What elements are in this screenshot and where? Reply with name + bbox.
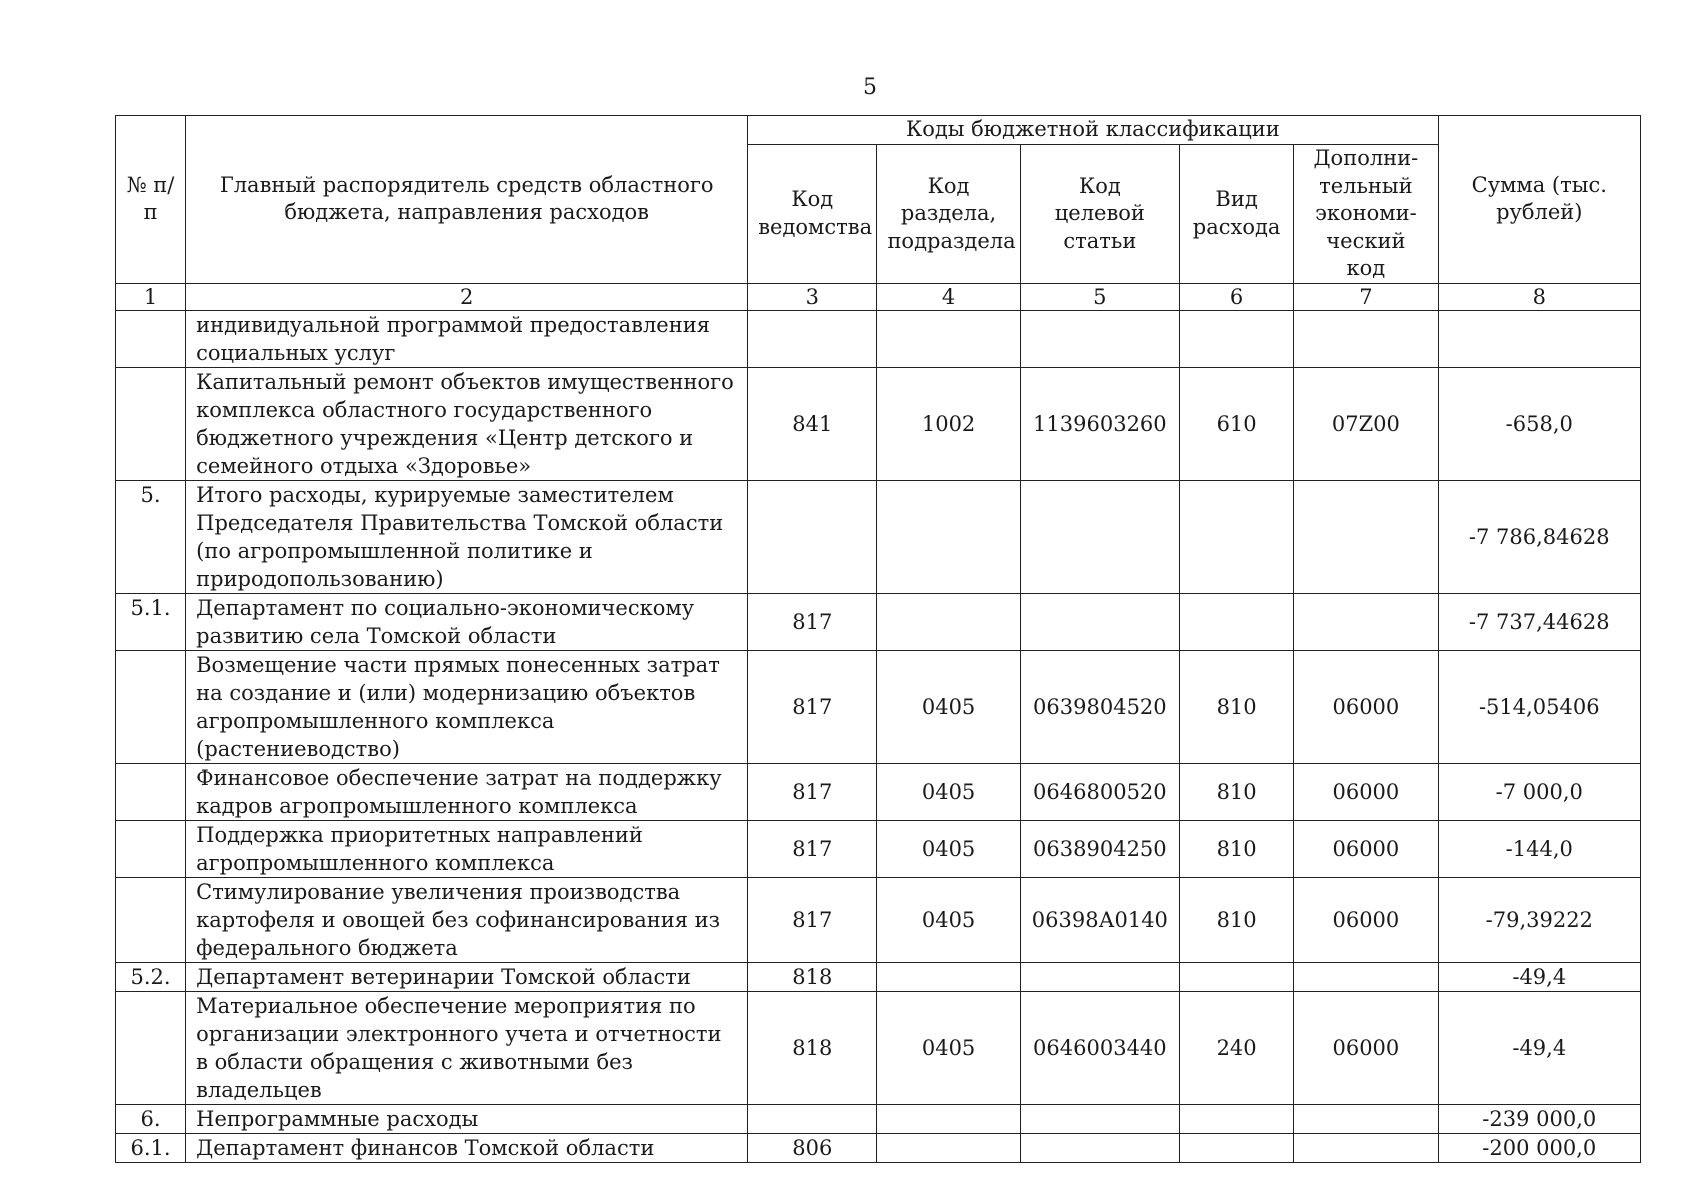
row-expense-type <box>1180 1104 1294 1133</box>
row-extra-code: 06000 <box>1294 820 1438 877</box>
header-section-code: Код раздела, подраздела <box>877 145 1020 284</box>
row-name: Материальное обеспечение мероприятия по организации электронного учета и отчетности в области обращения с животными без владельцев <box>186 991 748 1104</box>
table-row <box>116 480 1641 593</box>
header-dept-code: Код ведомства <box>748 145 877 284</box>
row-target-code <box>1020 962 1179 991</box>
row-sum: -7 786,84628 <box>1438 480 1640 593</box>
budget-table <box>115 115 1641 1163</box>
row-name: Итого расходы, курируемые заместителем Председателя Правительства Томской области (по агропромышленной политике и природопользованию) <box>186 480 748 593</box>
row-num <box>116 367 186 480</box>
column-number: 2 <box>186 283 748 310</box>
row-name: Департамент финансов Томской области <box>186 1133 748 1162</box>
row-name: Поддержка приоритетных направлений агропромышленного комплекса <box>186 820 748 877</box>
header-target-code: Код целевой статьи <box>1020 145 1179 284</box>
row-target-code <box>1020 1133 1179 1162</box>
header-sum: Сумма (тыс. рублей) <box>1438 116 1640 284</box>
row-name: Стимулирование увеличения производства картофеля и овощей без софинансирования из федерального бюджета <box>186 877 748 962</box>
row-dept-code: 818 <box>748 962 877 991</box>
table-row <box>116 991 1641 1104</box>
table-row <box>116 367 1641 480</box>
row-section-code <box>877 1133 1020 1162</box>
row-extra-code <box>1294 1104 1438 1133</box>
row-section-code <box>877 310 1020 367</box>
row-extra-code <box>1294 310 1438 367</box>
row-expense-type: 610 <box>1180 367 1294 480</box>
row-expense-type <box>1180 480 1294 593</box>
row-target-code: 0646003440 <box>1020 991 1179 1104</box>
row-num <box>116 877 186 962</box>
table-row <box>116 650 1641 763</box>
row-num: 5. <box>116 480 186 593</box>
table-row <box>116 1104 1641 1133</box>
row-sum: -7 000,0 <box>1438 763 1640 820</box>
row-section-code: 0405 <box>877 991 1020 1104</box>
row-dept-code: 817 <box>748 650 877 763</box>
row-name: индивидуальной программой предоставления социальных услуг <box>186 310 748 367</box>
row-expense-type <box>1180 962 1294 991</box>
row-sum: -658,0 <box>1438 367 1640 480</box>
row-target-code: 06398А0140 <box>1020 877 1179 962</box>
row-sum: -7 737,44628 <box>1438 593 1640 650</box>
row-section-code: 0405 <box>877 877 1020 962</box>
row-dept-code <box>748 480 877 593</box>
column-number: 6 <box>1180 283 1294 310</box>
row-sum: -514,05406 <box>1438 650 1640 763</box>
row-expense-type: 810 <box>1180 877 1294 962</box>
row-num <box>116 991 186 1104</box>
row-expense-type: 240 <box>1180 991 1294 1104</box>
row-extra-code: 06000 <box>1294 650 1438 763</box>
column-number: 5 <box>1020 283 1179 310</box>
row-section-code: 0405 <box>877 650 1020 763</box>
header-classification-group: Коды бюджетной классификации <box>748 116 1438 145</box>
row-expense-type: 810 <box>1180 650 1294 763</box>
column-number: 3 <box>748 283 877 310</box>
row-section-code: 0405 <box>877 820 1020 877</box>
row-extra-code: 06000 <box>1294 991 1438 1104</box>
row-dept-code: 817 <box>748 877 877 962</box>
row-num: 5.2. <box>116 962 186 991</box>
row-num: 6. <box>116 1104 186 1133</box>
column-number: 1 <box>116 283 186 310</box>
row-num <box>116 650 186 763</box>
table-row <box>116 877 1641 962</box>
row-section-code <box>877 480 1020 593</box>
row-name: Департамент ветеринарии Томской области <box>186 962 748 991</box>
row-name: Капитальный ремонт объектов имущественного комплекса областного государственного бюджетного учреждения «Центр детского и семейного отдыха «Здоровье» <box>186 367 748 480</box>
table-row <box>116 962 1641 991</box>
row-section-code <box>877 593 1020 650</box>
header-extra-code: Дополни-тельный экономи-ческий код <box>1294 145 1438 284</box>
header-name: Главный распорядитель средств областного бюджета, направления расходов <box>186 116 748 284</box>
table-header <box>116 116 1641 311</box>
row-expense-type: 810 <box>1180 820 1294 877</box>
row-name: Финансовое обеспечение затрат на поддержку кадров агропромышленного комплекса <box>186 763 748 820</box>
row-num <box>116 763 186 820</box>
row-expense-type <box>1180 310 1294 367</box>
column-number: 4 <box>877 283 1020 310</box>
row-target-code <box>1020 593 1179 650</box>
row-name: Возмещение части прямых понесенных затрат на создание и (или) модернизацию объектов агропромышленного комплекса (растениеводство) <box>186 650 748 763</box>
row-target-code <box>1020 480 1179 593</box>
row-dept-code: 818 <box>748 991 877 1104</box>
row-dept-code: 806 <box>748 1133 877 1162</box>
row-sum: -239 000,0 <box>1438 1104 1640 1133</box>
row-extra-code <box>1294 480 1438 593</box>
row-sum: -200 000,0 <box>1438 1133 1640 1162</box>
header-expense-type: Вид расхода <box>1180 145 1294 284</box>
row-extra-code <box>1294 962 1438 991</box>
row-section-code: 0405 <box>877 763 1020 820</box>
row-target-code <box>1020 1104 1179 1133</box>
row-dept-code <box>748 310 877 367</box>
table-row <box>116 1133 1641 1162</box>
row-sum: -144,0 <box>1438 820 1640 877</box>
row-expense-type: 810 <box>1180 763 1294 820</box>
row-extra-code: 07Z00 <box>1294 367 1438 480</box>
row-target-code: 0638904250 <box>1020 820 1179 877</box>
row-target-code <box>1020 310 1179 367</box>
table-body <box>116 310 1641 1162</box>
row-name: Департамент по социально-экономическому развитию села Томской области <box>186 593 748 650</box>
row-extra-code <box>1294 1133 1438 1162</box>
row-num: 5.1. <box>116 593 186 650</box>
row-sum <box>1438 310 1640 367</box>
row-sum: -49,4 <box>1438 991 1640 1104</box>
row-extra-code: 06000 <box>1294 763 1438 820</box>
header-num: № п/п <box>116 116 186 284</box>
row-dept-code: 817 <box>748 820 877 877</box>
row-target-code: 0639804520 <box>1020 650 1179 763</box>
row-target-code: 1139603260 <box>1020 367 1179 480</box>
row-section-code <box>877 1104 1020 1133</box>
row-num: 6.1. <box>116 1133 186 1162</box>
column-number: 7 <box>1294 283 1438 310</box>
row-expense-type <box>1180 593 1294 650</box>
column-number: 8 <box>1438 283 1640 310</box>
row-expense-type <box>1180 1133 1294 1162</box>
row-dept-code: 841 <box>748 367 877 480</box>
row-extra-code: 06000 <box>1294 877 1438 962</box>
table-row <box>116 820 1641 877</box>
table-row <box>116 763 1641 820</box>
row-num <box>116 310 186 367</box>
column-numbers-row <box>116 283 1641 310</box>
row-extra-code <box>1294 593 1438 650</box>
row-sum: -49,4 <box>1438 962 1640 991</box>
row-name: Непрограммные расходы <box>186 1104 748 1133</box>
table-row <box>116 593 1641 650</box>
row-num <box>116 820 186 877</box>
row-section-code: 1002 <box>877 367 1020 480</box>
row-section-code <box>877 962 1020 991</box>
row-dept-code <box>748 1104 877 1133</box>
row-target-code: 0646800520 <box>1020 763 1179 820</box>
table-row <box>116 310 1641 367</box>
row-dept-code: 817 <box>748 593 877 650</box>
row-sum: -79,39222 <box>1438 877 1640 962</box>
page-number: 5 <box>863 75 877 100</box>
row-dept-code: 817 <box>748 763 877 820</box>
